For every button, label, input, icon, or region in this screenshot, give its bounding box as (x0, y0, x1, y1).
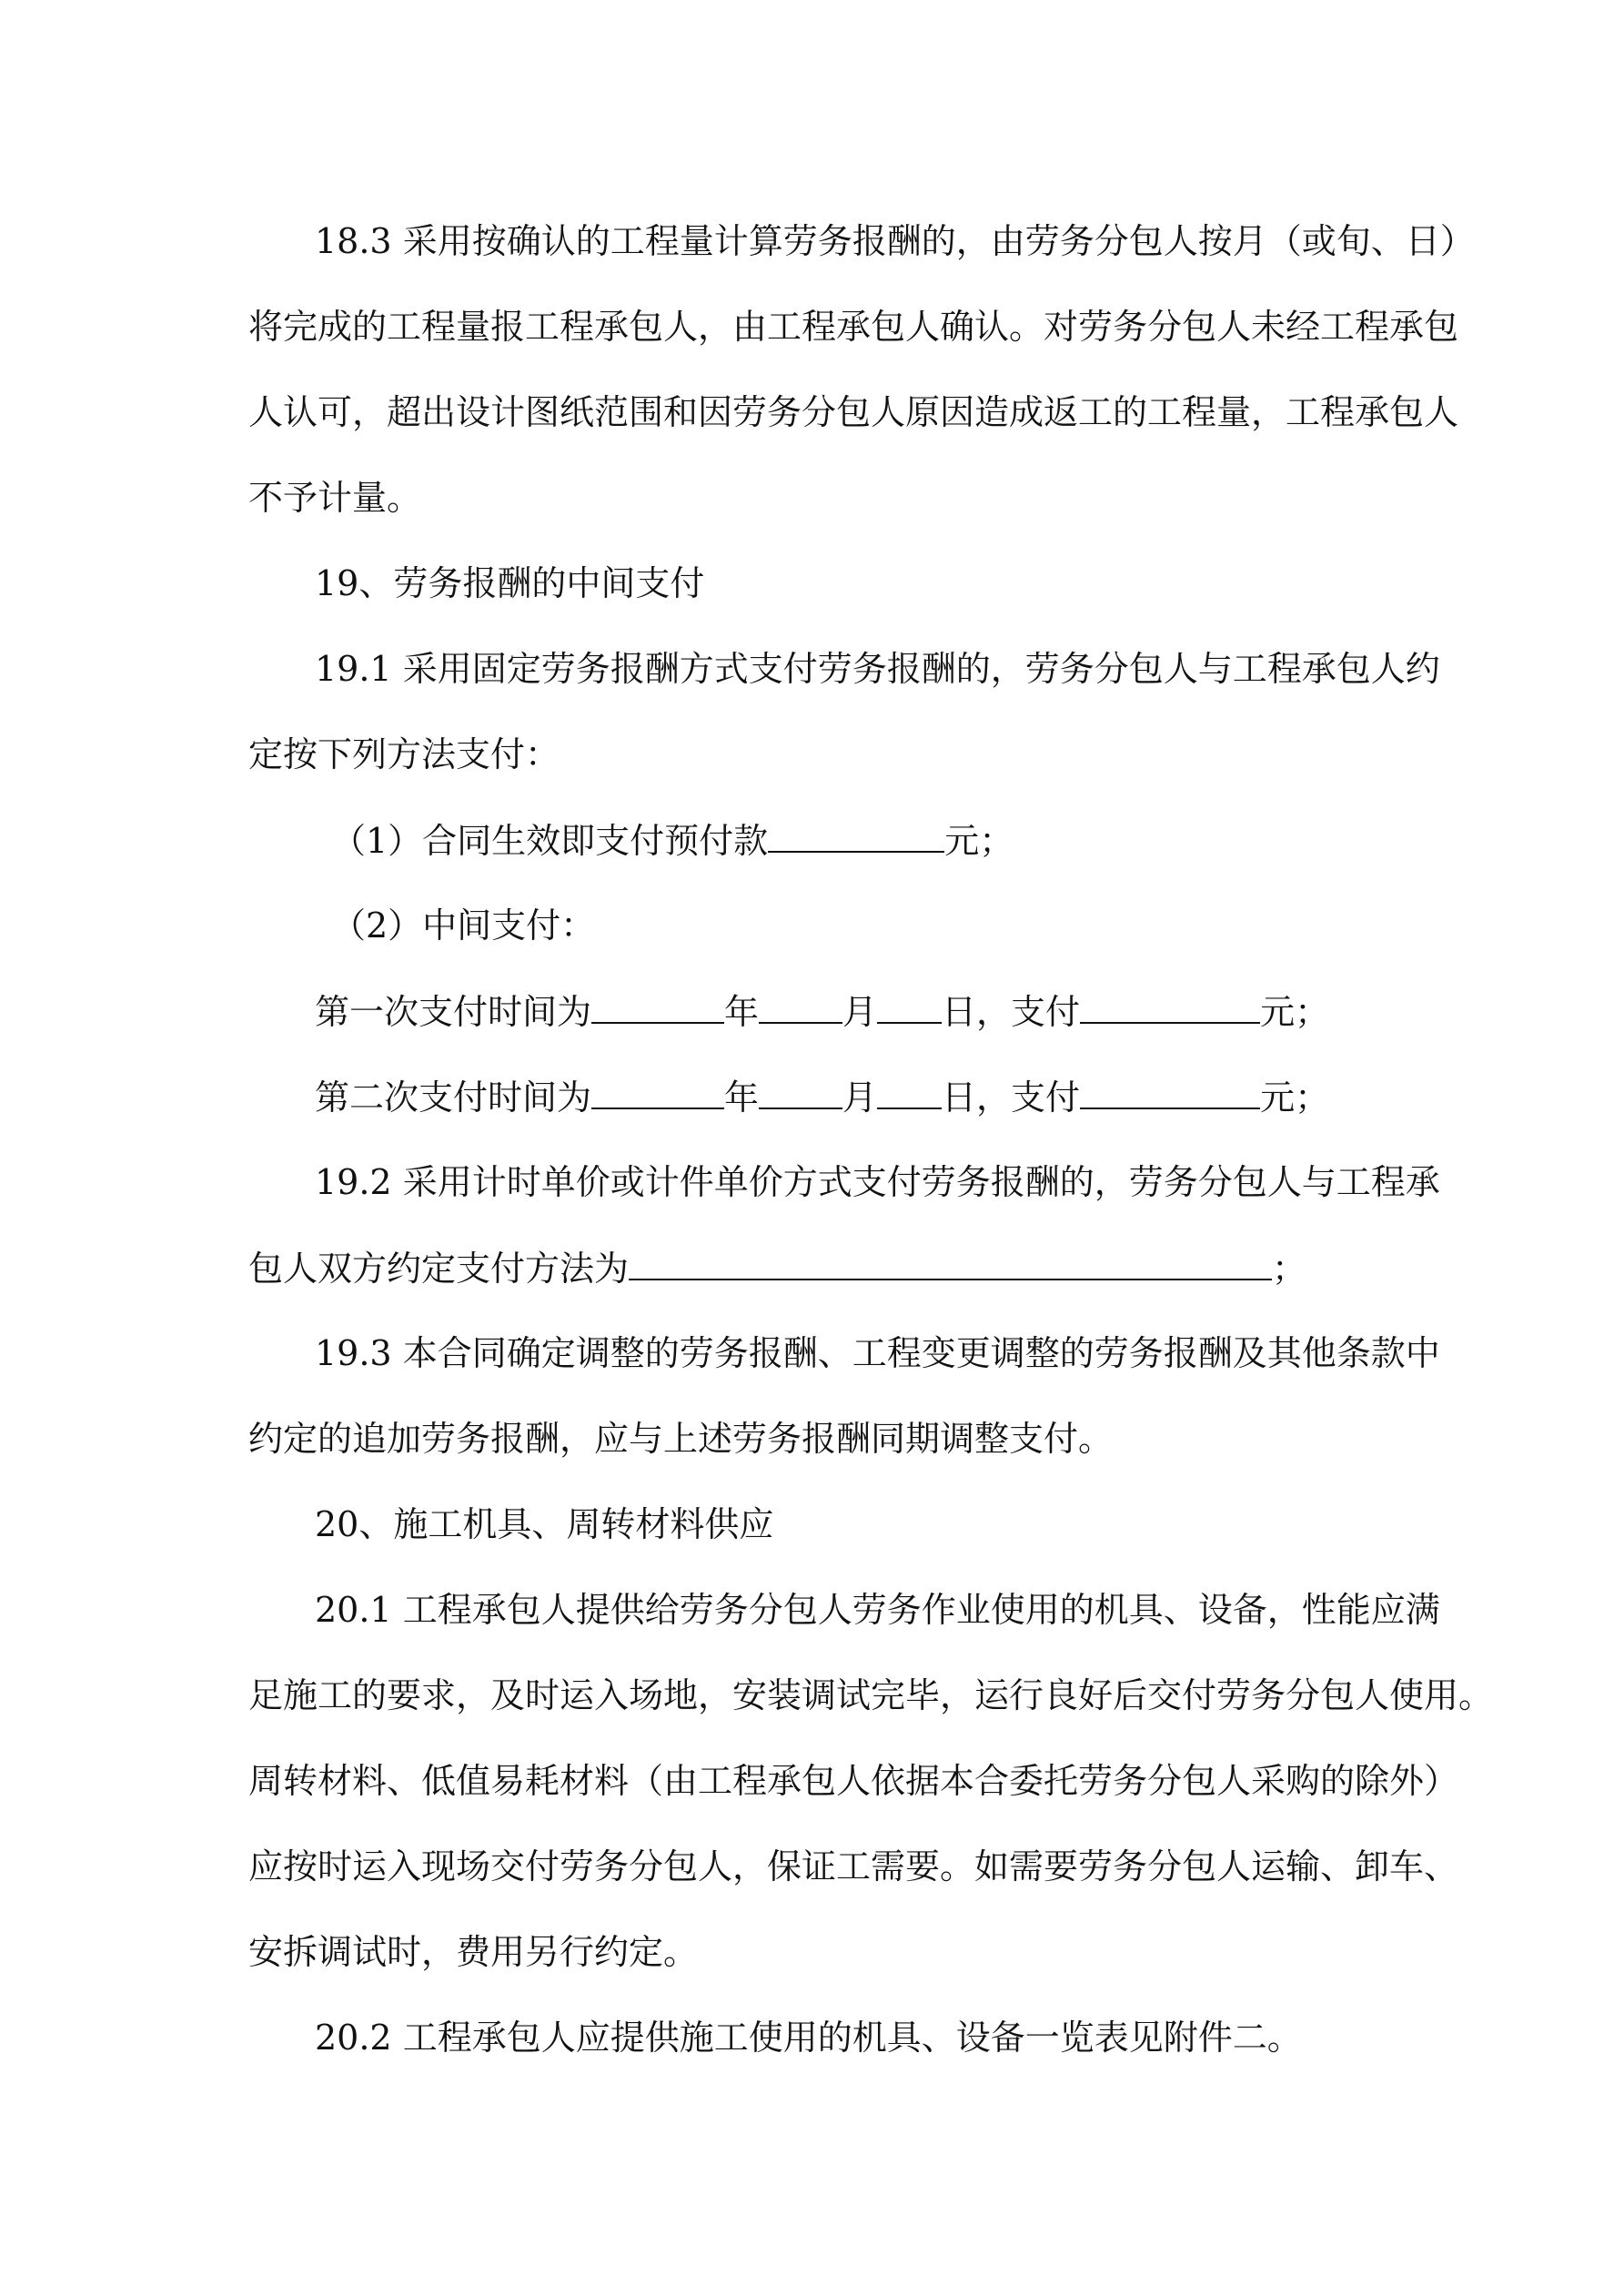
month-blank[interactable] (759, 989, 842, 1024)
advance-amount-blank[interactable] (768, 818, 944, 853)
payment-line-first (315, 989, 1388, 1033)
method-label: 包人双方约定支付方法为 (248, 1249, 630, 1289)
year-blank[interactable] (591, 1075, 724, 1109)
year-blank[interactable] (591, 989, 724, 1024)
paragraph-18-3-line: 18.3 采用按确认的工程量计算劳务报酬的，由劳务分包人按月（或旬、日） (315, 221, 1475, 261)
paragraph-19-3-line: 约定的追加劳务报酬，应与上述劳务报酬同期调整支付。 (248, 1419, 1114, 1459)
month-label: 月 (842, 992, 878, 1032)
interim-payment-heading: （2）中间支付： (331, 905, 596, 946)
amount-unit: 元； (1260, 992, 1330, 1032)
paragraph-19-1-line: 19.1 采用固定劳务报酬方式支付劳务报酬的，劳务分包人与工程承包人约 (315, 649, 1440, 689)
advance-payment-line (331, 818, 1388, 862)
payment-line-second (315, 1075, 1388, 1118)
year-label: 年 (724, 992, 760, 1032)
paragraph-18-3-line: 人认可，超出设计图纸范围和因劳务分包人原因造成返工的工程量，工程承包人 (248, 392, 1459, 432)
amount-unit: 元； (1260, 1077, 1330, 1118)
day-blank[interactable] (877, 1075, 942, 1109)
payment-label: 第二次支付时间为 (315, 1077, 592, 1118)
paragraph-18-3-line: 不予计量。 (248, 478, 422, 518)
paragraph-20-1-line: 周转材料、低值易耗材料（由工程承包人依据本合委托劳务分包人采购的除外） (248, 1761, 1459, 1801)
section-heading-20: 20、施工机具、周转材料供应 (315, 1504, 774, 1544)
method-blank[interactable] (629, 1246, 1272, 1280)
paragraph-19-2-line: 19.2 采用计时单价或计件单价方式支付劳务报酬的，劳务分包人与工程承 (315, 1162, 1440, 1202)
day-label: 日，支付 (942, 1077, 1081, 1118)
amount-blank[interactable] (1080, 1075, 1260, 1109)
paragraph-20-1-line: 应按时运入现场交付劳务分包人，保证工需要。如需要劳务分包人运输、卸车、 (248, 1846, 1459, 1886)
paragraph-20-1-line: 安拆调试时，费用另行约定。 (248, 1932, 699, 1972)
amount-blank[interactable] (1080, 989, 1260, 1024)
month-blank[interactable] (759, 1075, 842, 1109)
section-heading-19: 19、劳务报酬的中间支付 (315, 563, 705, 603)
paragraph-20-1-line: 足施工的要求，及时运入场地，安装调试完毕，运行良好后交付劳务分包人使用。 (248, 1675, 1494, 1715)
day-label: 日，支付 (942, 992, 1081, 1032)
month-label: 月 (842, 1077, 878, 1118)
method-suffix: ； (1272, 1249, 1307, 1289)
paragraph-19-1-line: 定按下列方法支付： (248, 734, 560, 774)
payment-label: 第一次支付时间为 (315, 992, 592, 1032)
paragraph-18-3-line: 将完成的工程量报工程承包人，由工程承包人确认。对劳务分包人未经工程承包 (248, 307, 1459, 347)
year-label: 年 (724, 1077, 760, 1118)
day-blank[interactable] (877, 989, 942, 1024)
paragraph-20-2-line: 20.2 工程承包人应提供施工使用的机具、设备一览表见附件二。 (315, 2018, 1302, 2058)
advance-unit: 元； (944, 821, 1014, 861)
paragraph-20-1-line: 20.1 工程承包人提供给劳务分包人劳务作业使用的机具、设备，性能应满 (315, 1590, 1440, 1630)
paragraph-19-2-line (248, 1246, 1388, 1290)
advance-label: （1）合同生效即支付预付款 (331, 821, 769, 861)
paragraph-19-3-line: 19.3 本合同确定调整的劳务报酬、工程变更调整的劳务报酬及其他条款中 (315, 1333, 1440, 1373)
